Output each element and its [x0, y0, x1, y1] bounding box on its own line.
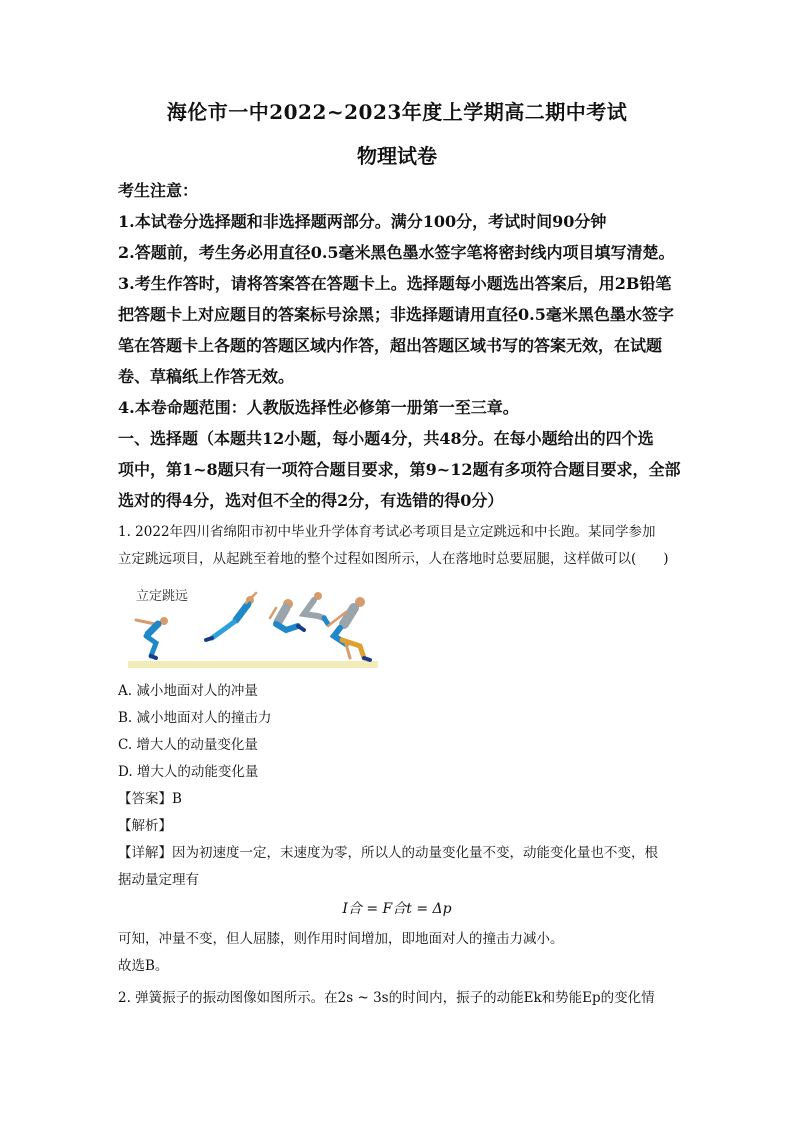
notice-item-3-line-4: 卷、草稿纸上作答无效。: [118, 367, 295, 386]
ground-strip: [128, 661, 378, 668]
jumper-takeoff: [206, 593, 256, 640]
q1-analysis-heading: 【解析】: [118, 818, 172, 834]
q1-detail-line-1: 【详解】因为初速度一定，末速度为零，所以人的动量变化量不变，动能变化量也不变，根: [118, 845, 658, 861]
jumper-crouch: [136, 617, 168, 658]
notice-item-3-line-2: 把答题卡上对应题目的答案标号涂黑；非选择题请用直径0.5毫米黑色墨水签字: [118, 305, 674, 324]
q2-stem-line-1: 2. 弹簧振子的振动图像如图所示。在2s ~ 3s的时间内，振子的动能Ek和势能Ep的变化情: [118, 990, 655, 1006]
q1-conclusion: 可知，冲量不变，但人屈膝，则作用时间增加，即地面对人的撞击力减小。: [118, 931, 564, 947]
q1-option-a: A. 减小地面对人的冲量: [118, 683, 258, 699]
exam-subtitle: 物理试卷: [357, 144, 437, 168]
notice-item-3-line-3: 笔在答题卡上各题的答题区域内作答，超出答题区域书写的答案无效，在试题: [118, 336, 663, 355]
notice-item-1: 1.本试卷分选择题和非选择题两部分。满分100分，考试时间90分钟: [118, 212, 607, 231]
q1-option-c: C. 增大人的动量变化量: [118, 737, 258, 753]
exam-title: 海伦市一中2022~2023年度上学期高二期中考试: [166, 100, 628, 124]
notice-item-2: 2.答题前，考生务必用直径0.5毫米黑色墨水签字笔将密封线内项目填写清楚。: [118, 243, 675, 262]
jumper-landing: [328, 597, 370, 660]
q1-option-b: B. 减小地面对人的撞击力: [118, 710, 272, 726]
standing-long-jump-figure: [128, 578, 378, 670]
jumper-flight: [270, 592, 328, 630]
q1-choose: 故选B。: [118, 958, 169, 974]
section-1-line-2: 项中，第1~8题只有一项符合题目要求，第9~12题有多项符合题目要求，全部: [118, 460, 681, 479]
momentum-theorem-formula: I合 = F合t = Δp: [342, 901, 452, 917]
q1-stem-line-2: 立定跳远项目，从起跳至着地的整个过程如图所示，人在落地时总要屈腿，这样做可以( ): [118, 551, 669, 567]
q1-stem-line-1: 1. 2022年四川省绵阳市初中毕业升学体育考试必考项目是立定跳远和中长跑。某同学参加: [118, 524, 656, 540]
notice-item-4: 4.本卷命题范围：人教版选择性必修第一册第一至三章。: [118, 398, 519, 417]
section-1-line-1: 一、选择题（本题共12小题，每小题4分，共48分。在每小题给出的四个选: [118, 429, 654, 448]
figure-label: 立定跳远: [136, 588, 189, 603]
notice-item-3-line-1: 3.考生作答时，请将答案答在答题卡上。选择题每小题选出答案后，用2B铅笔: [118, 274, 672, 293]
notice-heading: 考生注意：: [118, 181, 199, 200]
section-1-line-3: 选对的得4分，选对但不全的得2分，有选错的得0分）: [118, 491, 504, 510]
q1-answer: 【答案】B: [118, 791, 182, 807]
q1-detail-line-2: 据动量定理有: [118, 872, 199, 888]
q1-option-d: D. 增大人的动能变化量: [118, 764, 259, 780]
